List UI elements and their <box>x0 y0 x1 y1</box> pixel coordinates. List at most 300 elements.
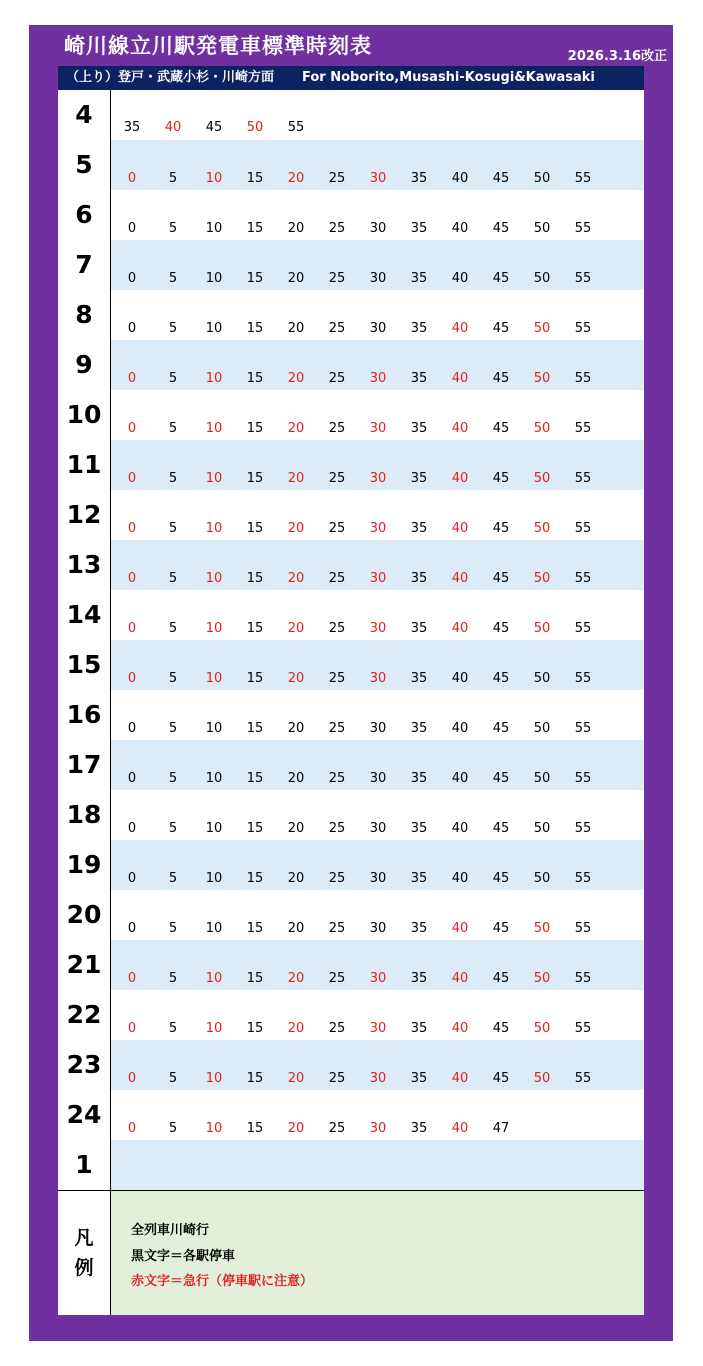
departure-minute-local: 5 <box>168 1021 178 1036</box>
hour-label: 18 <box>58 790 111 840</box>
departure-minute-express: 10 <box>205 471 223 486</box>
departure-minute-express: 50 <box>533 971 551 986</box>
departure-minute-local: 35 <box>123 120 141 135</box>
direction-en: For Noborito,Musashi-Kosugi&Kawasaki <box>302 70 595 85</box>
departure-minute-local: 35 <box>410 871 428 886</box>
departure-minute-express: 10 <box>205 621 223 636</box>
direction-bar <box>58 66 644 90</box>
departure-minute-express: 50 <box>533 421 551 436</box>
departure-minute-express: 40 <box>451 621 469 636</box>
departure-minute-local: 5 <box>168 1071 178 1086</box>
departure-minute-local: 45 <box>492 721 510 736</box>
departure-minute-express: 10 <box>205 1071 223 1086</box>
departure-minute-local: 5 <box>168 521 178 536</box>
departure-minute-local: 55 <box>574 821 592 836</box>
departure-minute-express: 20 <box>287 621 305 636</box>
departure-minute-local: 20 <box>287 771 305 786</box>
departure-minute-local: 45 <box>492 471 510 486</box>
timetable <box>58 90 644 1190</box>
departure-minute-express: 40 <box>451 521 469 536</box>
hour-row <box>58 740 644 790</box>
departure-minute-express: 10 <box>205 1021 223 1036</box>
departure-minute-express: 50 <box>533 321 551 336</box>
hour-label: 5 <box>58 140 111 190</box>
departure-minute-local: 15 <box>246 1021 264 1036</box>
departure-minute-local: 55 <box>574 621 592 636</box>
departure-minute-local: 35 <box>410 921 428 936</box>
departure-minute-local: 15 <box>246 271 264 286</box>
departure-minute-express: 0 <box>127 471 137 486</box>
departure-minute-local: 15 <box>246 971 264 986</box>
hour-row <box>58 590 644 640</box>
departure-minute-local: 15 <box>246 721 264 736</box>
departure-minute-local: 5 <box>168 721 178 736</box>
legend-heading-bottom: 例 <box>74 1257 94 1279</box>
departure-minute-local: 0 <box>127 921 137 936</box>
departure-minute-local: 15 <box>246 171 264 186</box>
departure-minute-express: 10 <box>205 1121 223 1136</box>
departure-minute-express: 30 <box>369 521 387 536</box>
departure-minute-local: 35 <box>410 371 428 386</box>
departure-minute-express: 0 <box>127 971 137 986</box>
hour-row <box>58 840 644 890</box>
departure-minute-express: 10 <box>205 171 223 186</box>
departure-minute-express: 50 <box>533 921 551 936</box>
hour-label: 10 <box>58 390 111 440</box>
departure-minute-express: 40 <box>451 921 469 936</box>
departure-minute-express: 0 <box>127 421 137 436</box>
hour-label: 8 <box>58 290 111 340</box>
departure-minute-local: 35 <box>410 571 428 586</box>
departure-minute-local: 25 <box>328 321 346 336</box>
departure-minute-local: 25 <box>328 921 346 936</box>
departure-minute-local: 55 <box>574 571 592 586</box>
hour-row <box>58 90 644 140</box>
departure-minute-local: 5 <box>168 921 178 936</box>
hour-label: 13 <box>58 540 111 590</box>
departure-minute-local: 35 <box>410 1021 428 1036</box>
departure-minute-local: 10 <box>205 821 223 836</box>
departure-minute-express: 30 <box>369 671 387 686</box>
departure-minute-local: 50 <box>533 221 551 236</box>
hour-label: 12 <box>58 490 111 540</box>
departure-minute-local: 20 <box>287 221 305 236</box>
departure-minute-local: 50 <box>533 721 551 736</box>
departure-minute-local: 55 <box>287 120 305 135</box>
departure-minute-local: 5 <box>168 221 178 236</box>
departure-minute-express: 40 <box>451 1121 469 1136</box>
departure-minute-local: 35 <box>410 621 428 636</box>
departure-minute-express: 30 <box>369 1071 387 1086</box>
departure-minute-express: 50 <box>246 120 264 135</box>
departure-minute-express: 40 <box>451 471 469 486</box>
hour-label: 15 <box>58 640 111 690</box>
hour-label: 17 <box>58 740 111 790</box>
departure-minute-express: 30 <box>369 421 387 436</box>
departure-minute-local: 25 <box>328 171 346 186</box>
departure-minute-local: 50 <box>533 271 551 286</box>
departure-minute-express: 40 <box>451 421 469 436</box>
hour-row <box>58 290 644 340</box>
departure-minute-local: 15 <box>246 421 264 436</box>
departure-minute-local: 10 <box>205 871 223 886</box>
departure-minute-express: 10 <box>205 371 223 386</box>
departure-minute-local: 0 <box>127 221 137 236</box>
hour-row <box>58 440 644 490</box>
hour-label: 22 <box>58 990 111 1040</box>
departure-minute-local: 5 <box>168 971 178 986</box>
departure-minute-express: 30 <box>369 621 387 636</box>
departure-minute-express: 40 <box>451 1021 469 1036</box>
departure-minute-local: 0 <box>127 821 137 836</box>
departure-minute-local: 20 <box>287 271 305 286</box>
departure-minute-express: 20 <box>287 671 305 686</box>
departure-minute-local: 15 <box>246 1071 264 1086</box>
departure-minute-local: 20 <box>287 871 305 886</box>
departure-minute-local: 35 <box>410 821 428 836</box>
departure-minute-express: 20 <box>287 1071 305 1086</box>
departure-minute-local: 25 <box>328 871 346 886</box>
departure-minute-local: 30 <box>369 221 387 236</box>
departure-minute-local: 10 <box>205 771 223 786</box>
departure-minute-express: 30 <box>369 171 387 186</box>
departure-minute-local: 0 <box>127 871 137 886</box>
departure-minute-local: 45 <box>492 221 510 236</box>
departure-minute-local: 55 <box>574 971 592 986</box>
departure-minute-local: 25 <box>328 371 346 386</box>
departure-minute-local: 40 <box>451 171 469 186</box>
departure-minute-local: 55 <box>574 721 592 736</box>
departure-minute-local: 55 <box>574 421 592 436</box>
departure-minute-local: 15 <box>246 471 264 486</box>
departure-minute-local: 20 <box>287 921 305 936</box>
departure-minute-local: 35 <box>410 671 428 686</box>
revision-date: 2026.3.16改正 <box>567 49 667 64</box>
departure-minute-local: 35 <box>410 221 428 236</box>
departure-minute-local: 15 <box>246 1121 264 1136</box>
departure-minute-express: 0 <box>127 1021 137 1036</box>
departure-minute-local: 5 <box>168 671 178 686</box>
departure-minute-local: 50 <box>533 171 551 186</box>
departure-minute-express: 20 <box>287 1121 305 1136</box>
departure-minute-local: 15 <box>246 621 264 636</box>
departure-minute-local: 30 <box>369 321 387 336</box>
hour-row <box>58 1040 644 1090</box>
departure-minute-express: 20 <box>287 971 305 986</box>
departure-minute-local: 35 <box>410 521 428 536</box>
hour-row <box>58 690 644 740</box>
hour-row <box>58 1090 644 1140</box>
departure-minute-local: 25 <box>328 271 346 286</box>
hour-label: 7 <box>58 240 111 290</box>
departure-minute-local: 40 <box>451 871 469 886</box>
departure-minute-express: 40 <box>451 1071 469 1086</box>
departure-minute-local: 15 <box>246 871 264 886</box>
departure-minute-local: 50 <box>533 871 551 886</box>
hour-row <box>58 890 644 940</box>
departure-minute-local: 35 <box>410 1121 428 1136</box>
departure-minute-local: 45 <box>492 921 510 936</box>
departure-minute-local: 45 <box>492 321 510 336</box>
departure-minute-express: 10 <box>205 521 223 536</box>
departure-minute-express: 10 <box>205 571 223 586</box>
hour-row <box>58 640 644 690</box>
hour-row <box>58 790 644 840</box>
departure-minute-local: 50 <box>533 671 551 686</box>
hour-label: 21 <box>58 940 111 990</box>
departure-minute-local: 5 <box>168 371 178 386</box>
departure-minute-local: 55 <box>574 1071 592 1086</box>
hour-row <box>58 190 644 240</box>
departure-minute-local: 55 <box>574 371 592 386</box>
departure-minute-local: 35 <box>410 421 428 436</box>
legend-heading <box>58 1191 111 1315</box>
departure-minute-express: 30 <box>369 1021 387 1036</box>
departure-minute-express: 50 <box>533 471 551 486</box>
departure-minute-local: 30 <box>369 921 387 936</box>
departure-minute-local: 15 <box>246 371 264 386</box>
departure-minute-local: 45 <box>492 1021 510 1036</box>
departure-minute-express: 0 <box>127 571 137 586</box>
departure-minute-local: 15 <box>246 221 264 236</box>
departure-minute-express: 40 <box>451 321 469 336</box>
departure-minute-express: 30 <box>369 571 387 586</box>
departure-minute-local: 45 <box>492 521 510 536</box>
hour-row <box>58 240 644 290</box>
departure-minute-local: 5 <box>168 1121 178 1136</box>
departure-minute-local: 45 <box>205 120 223 135</box>
legend-heading-top: 凡 <box>74 1227 94 1249</box>
departure-minute-local: 25 <box>328 1071 346 1086</box>
departure-minute-local: 5 <box>168 571 178 586</box>
departure-minute-express: 20 <box>287 571 305 586</box>
hour-row <box>58 390 644 440</box>
departure-minute-local: 5 <box>168 821 178 836</box>
departure-minute-local: 40 <box>451 221 469 236</box>
hour-label: 4 <box>58 90 111 140</box>
departure-minute-local: 45 <box>492 371 510 386</box>
departure-minute-local: 45 <box>492 1071 510 1086</box>
departure-minute-express: 0 <box>127 371 137 386</box>
departure-minute-local: 10 <box>205 721 223 736</box>
departure-minute-express: 50 <box>533 1021 551 1036</box>
hour-row <box>58 990 644 1040</box>
page-title: 崎川線立川駅発電車標準時刻表 <box>64 34 372 58</box>
departure-minute-local: 35 <box>410 171 428 186</box>
departure-minute-local: 45 <box>492 671 510 686</box>
legend-express: 赤文字＝急行（停車駅に注意） <box>131 1274 314 1289</box>
departure-minute-local: 35 <box>410 271 428 286</box>
departure-minute-local: 15 <box>246 771 264 786</box>
hour-row <box>58 940 644 990</box>
departure-minute-local: 55 <box>574 221 592 236</box>
departure-minute-local: 55 <box>574 921 592 936</box>
hour-label: 9 <box>58 340 111 390</box>
hour-label: 23 <box>58 1040 111 1090</box>
departure-minute-local: 5 <box>168 321 178 336</box>
departure-minute-local: 55 <box>574 321 592 336</box>
departure-minute-local: 50 <box>533 821 551 836</box>
hour-label: 1 <box>58 1140 111 1190</box>
legend-destination: 全列車川崎行 <box>131 1223 210 1238</box>
departure-minute-local: 0 <box>127 271 137 286</box>
departure-minute-local: 10 <box>205 921 223 936</box>
departure-minute-local: 45 <box>492 971 510 986</box>
departure-minute-express: 20 <box>287 471 305 486</box>
departure-minute-local: 45 <box>492 571 510 586</box>
departure-minute-express: 30 <box>369 471 387 486</box>
departure-minute-local: 30 <box>369 771 387 786</box>
hour-row <box>58 340 644 390</box>
departure-minute-express: 20 <box>287 1021 305 1036</box>
legend <box>58 1190 644 1315</box>
departure-minute-local: 55 <box>574 521 592 536</box>
departure-minute-express: 50 <box>533 521 551 536</box>
departure-minute-local: 25 <box>328 521 346 536</box>
legend-local: 黒文字＝各駅停車 <box>131 1249 236 1264</box>
departure-minute-local: 0 <box>127 721 137 736</box>
departure-minute-local: 5 <box>168 271 178 286</box>
departure-minute-local: 20 <box>287 721 305 736</box>
hour-label: 14 <box>58 590 111 640</box>
departure-minute-local: 25 <box>328 821 346 836</box>
departure-minute-local: 45 <box>492 621 510 636</box>
departure-minute-local: 5 <box>168 421 178 436</box>
departure-minute-local: 45 <box>492 171 510 186</box>
departure-minute-express: 20 <box>287 171 305 186</box>
departure-minute-local: 0 <box>127 321 137 336</box>
departure-minute-local: 25 <box>328 1121 346 1136</box>
departure-minute-local: 15 <box>246 521 264 536</box>
departure-minute-local: 55 <box>574 271 592 286</box>
departure-minute-local: 55 <box>574 871 592 886</box>
hour-row <box>58 1140 644 1190</box>
hour-row <box>58 490 644 540</box>
departure-minute-express: 40 <box>451 971 469 986</box>
departure-minute-local: 25 <box>328 621 346 636</box>
departure-minute-local: 35 <box>410 771 428 786</box>
departure-minute-local: 25 <box>328 421 346 436</box>
departure-minute-local: 35 <box>410 1071 428 1086</box>
departure-minute-local: 15 <box>246 671 264 686</box>
departure-minute-express: 20 <box>287 521 305 536</box>
departure-minute-express: 50 <box>533 371 551 386</box>
hour-label: 6 <box>58 190 111 240</box>
departure-minute-local: 55 <box>574 671 592 686</box>
departure-minute-express: 0 <box>127 1121 137 1136</box>
hour-label: 20 <box>58 890 111 940</box>
departure-minute-local: 45 <box>492 421 510 436</box>
departure-minute-local: 25 <box>328 671 346 686</box>
departure-minute-local: 35 <box>410 971 428 986</box>
hour-label: 11 <box>58 440 111 490</box>
departure-minute-local: 25 <box>328 471 346 486</box>
departure-minute-local: 10 <box>205 271 223 286</box>
departure-minute-local: 5 <box>168 621 178 636</box>
departure-minute-express: 10 <box>205 971 223 986</box>
departure-minute-local: 25 <box>328 971 346 986</box>
departure-minute-local: 10 <box>205 221 223 236</box>
departure-minute-local: 47 <box>492 1121 510 1136</box>
hour-label: 16 <box>58 690 111 740</box>
departure-minute-express: 40 <box>451 371 469 386</box>
departure-minute-local: 30 <box>369 271 387 286</box>
hour-label: 19 <box>58 840 111 890</box>
departure-minute-local: 15 <box>246 571 264 586</box>
departure-minute-local: 50 <box>533 771 551 786</box>
hour-row <box>58 140 644 190</box>
departure-minute-local: 55 <box>574 171 592 186</box>
departure-minute-local: 40 <box>451 671 469 686</box>
departure-minute-local: 45 <box>492 871 510 886</box>
departure-minute-express: 0 <box>127 521 137 536</box>
departure-minute-express: 50 <box>533 1071 551 1086</box>
departure-minute-local: 30 <box>369 821 387 836</box>
departure-minute-express: 10 <box>205 421 223 436</box>
departure-minute-express: 30 <box>369 1121 387 1136</box>
departure-minute-local: 25 <box>328 1021 346 1036</box>
direction-jp: （上り）登戸・武蔵小杉・川崎方面 <box>66 70 275 85</box>
departure-minute-local: 35 <box>410 721 428 736</box>
departure-minute-local: 20 <box>287 321 305 336</box>
departure-minute-local: 35 <box>410 321 428 336</box>
hour-label: 24 <box>58 1090 111 1140</box>
departure-minute-local: 40 <box>451 821 469 836</box>
departure-minute-express: 0 <box>127 171 137 186</box>
departure-minute-local: 45 <box>492 271 510 286</box>
departure-minute-express: 40 <box>451 571 469 586</box>
departure-minute-local: 40 <box>451 771 469 786</box>
departure-minute-express: 30 <box>369 371 387 386</box>
departure-minute-local: 15 <box>246 321 264 336</box>
departure-minute-local: 45 <box>492 771 510 786</box>
departure-minute-local: 10 <box>205 321 223 336</box>
departure-minute-local: 40 <box>451 721 469 736</box>
departure-minute-local: 5 <box>168 171 178 186</box>
departure-minute-local: 25 <box>328 221 346 236</box>
departure-minute-local: 25 <box>328 771 346 786</box>
departure-minute-local: 25 <box>328 721 346 736</box>
departure-minute-local: 40 <box>451 271 469 286</box>
departure-minute-express: 0 <box>127 621 137 636</box>
departure-minute-local: 45 <box>492 821 510 836</box>
departure-minute-local: 55 <box>574 1021 592 1036</box>
departure-minute-local: 30 <box>369 721 387 736</box>
departure-minute-local: 25 <box>328 571 346 586</box>
departure-minute-express: 10 <box>205 671 223 686</box>
departure-minute-local: 35 <box>410 471 428 486</box>
departure-minute-express: 0 <box>127 1071 137 1086</box>
departure-minute-local: 15 <box>246 921 264 936</box>
departure-minute-local: 55 <box>574 471 592 486</box>
departure-minute-express: 20 <box>287 371 305 386</box>
departure-minute-local: 30 <box>369 871 387 886</box>
departure-minute-local: 5 <box>168 471 178 486</box>
departure-minute-local: 20 <box>287 821 305 836</box>
departure-minute-local: 5 <box>168 871 178 886</box>
departure-minute-express: 20 <box>287 421 305 436</box>
departure-minute-local: 5 <box>168 771 178 786</box>
departure-minute-local: 0 <box>127 771 137 786</box>
departure-minute-local: 15 <box>246 821 264 836</box>
hour-row <box>58 540 644 590</box>
departure-minute-express: 30 <box>369 971 387 986</box>
departure-minute-express: 50 <box>533 621 551 636</box>
departure-minute-express: 40 <box>164 120 182 135</box>
departure-minute-local: 55 <box>574 771 592 786</box>
departure-minute-express: 0 <box>127 671 137 686</box>
departure-minute-express: 50 <box>533 571 551 586</box>
